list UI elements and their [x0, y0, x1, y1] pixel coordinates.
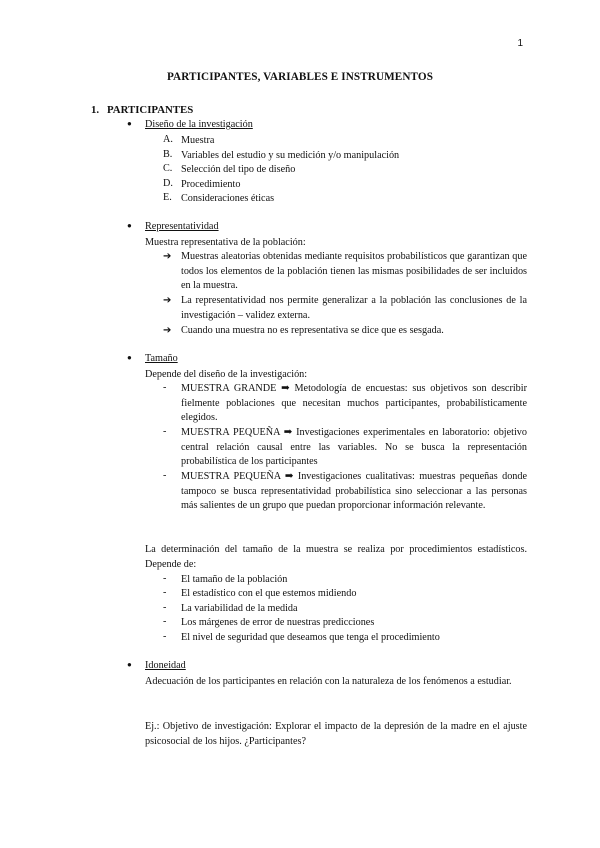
diseno-heading: Diseño de la investigación: [145, 119, 253, 130]
tamano-factor: El nivel de seguridad que deseamos que tenga el procedimiento: [181, 632, 440, 643]
list-text: Consideraciones éticas: [181, 193, 275, 204]
list-letter: E.: [163, 192, 172, 203]
tamano-determinacion: La determinación del tamaño de la muestra se realiza por procedimientos estadísticos. Depende de:: [145, 544, 527, 570]
tamano-item: MUESTRA PEQUEÑA ➡ Investigaciones experimentales en laboratorio: objetivo central relación causal entre las variables. No se busca la representación probabilística de los participantes: [181, 427, 527, 468]
tamano-factor: El estadístico con el que estemos midiendo: [181, 588, 357, 599]
tamano-factor: La variabilidad de la medida: [181, 603, 298, 614]
representatividad-heading: Representatividad: [145, 221, 219, 232]
representatividad-item: La representatividad nos permite generalizar a la población las conclusiones de la investigación – validez externa.: [181, 295, 527, 321]
tamano-item: MUESTRA PEQUEÑA ➡ Investigaciones cualitativas: muestras pequeñas donde tampoco se busca representatividad probabilística sino seleccionar a las personas más salientes de un grupo que puedan proporcionar información relevante.: [181, 471, 527, 512]
representatividad-item: Cuando una muestra no es representativa se dice que es sesgada.: [181, 325, 444, 336]
tamano-factor: El tamaño de la población: [181, 574, 288, 585]
dash-bullet: -: [163, 616, 167, 627]
dash-bullet: -: [163, 602, 167, 613]
page-number: 1: [517, 38, 523, 49]
idoneidad-example: Ej.: Objetivo de investigación: Explorar el impacto de la depresión de la madre en el ajuste psicosocial de los hijos. ¿Participantes?: [145, 721, 527, 747]
representatividad-intro: Muestra representativa de la población:: [145, 237, 306, 248]
bullet-icon: ●: [127, 353, 132, 362]
arrow-icon: ➔: [163, 251, 172, 262]
list-letter: B.: [163, 149, 173, 160]
tamano-heading: Tamaño: [145, 353, 178, 364]
list-text: Muestra: [181, 135, 215, 146]
document-title: PARTICIPANTES, VARIABLES E INSTRUMENTOS: [166, 71, 434, 83]
arrow-icon: ➔: [163, 295, 172, 306]
list-letter: D.: [163, 178, 173, 189]
tamano-item: MUESTRA GRANDE ➡ Metodología de encuestas: sus objetivos son describir fielmente poblaciones que necesitan muchos participantes, probabilísticamente elegidos.: [181, 383, 527, 424]
dash-bullet: -: [163, 426, 167, 437]
bullet-icon: ●: [127, 119, 132, 128]
list-text: Selección del tipo de diseño: [181, 164, 296, 175]
arrow-icon: ➔: [163, 325, 172, 336]
dash-bullet: -: [163, 587, 167, 598]
idoneidad-text: Adecuación de los participantes en relación con la naturaleza de los fenómenos a estudiar.: [145, 676, 512, 687]
section-heading: [91, 104, 193, 116]
bullet-icon: ●: [127, 660, 132, 669]
list-text: Procedimiento: [181, 179, 241, 190]
tamano-intro: Depende del diseño de la investigación:: [145, 369, 308, 380]
dash-bullet: -: [163, 573, 167, 584]
section-label: PARTICIPANTES: [107, 104, 194, 116]
list-letter: A.: [163, 134, 173, 145]
bullet-icon: ●: [127, 221, 132, 230]
dash-bullet: -: [163, 631, 167, 642]
tamano-factor: Los márgenes de error de nuestras predicciones: [181, 617, 375, 628]
section-number: 1.: [91, 104, 100, 116]
idoneidad-heading: Idoneidad: [145, 660, 186, 671]
dash-bullet: -: [163, 470, 167, 481]
dash-bullet: -: [163, 382, 167, 393]
representatividad-item: Muestras aleatorias obtenidas mediante requisitos probabilísticos que garantizan que todos los elementos de la población tienen las mismas posibilidades de ser incluidos en la muestra.: [181, 251, 527, 292]
list-letter: C.: [163, 163, 173, 174]
list-text: Variables del estudio y su medición y/o manipulación: [181, 150, 400, 161]
